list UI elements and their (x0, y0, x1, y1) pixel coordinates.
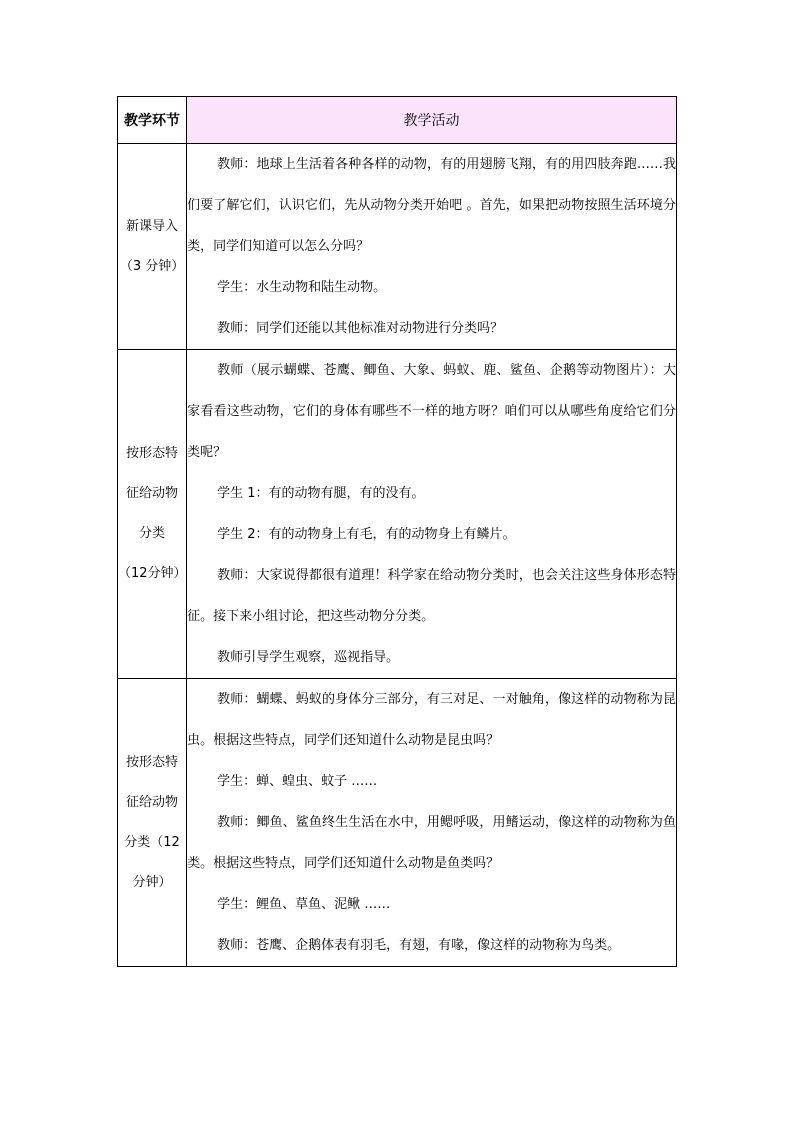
stage-label: 按形态特 (126, 754, 179, 770)
table-header-row (118, 97, 677, 144)
activity-paragraph: 教师引导学生观察，巡视指导。 (217, 650, 400, 665)
stage-label: 按形态特 (126, 446, 179, 461)
stage-label: 征给动物 (126, 794, 179, 810)
stage-duration: （3 分钟） (119, 258, 185, 274)
stage-cell (118, 144, 187, 350)
activity-paragraph: 学生 2：有的动物身上有毛，有的动物身上有鳞片。 (217, 527, 516, 542)
activity-paragraph: 学生：鲤鱼、草鱼、泥鳅 …… (217, 897, 391, 912)
activity-paragraph: 学生 1：有的动物有腿，有的没有。 (217, 486, 425, 501)
table-row (118, 679, 677, 967)
activity-cell (187, 350, 677, 679)
activity-paragraph: 学生：蝉、蝗虫、蚊子 …… (217, 774, 378, 789)
activity-paragraph: 教师：同学们还能以其他标准对动物进行分类吗？ (217, 321, 504, 336)
stage-label: 分类 (139, 526, 166, 541)
header-activity: 教学活动 (187, 97, 677, 144)
stage-cell (118, 350, 187, 679)
stage-label: 征给动物 (126, 486, 179, 501)
activity-cell (187, 679, 677, 967)
stage-duration: （12分钟） (118, 566, 187, 581)
activity-paragraph: 教师：苍鹰、企鹅体表有羽毛，有翅，有喙，像这样的动物称为鸟类。 (217, 938, 621, 953)
activity-cell (187, 144, 677, 350)
header-stage: 教学环节 (118, 97, 187, 144)
activity-paragraph: 教师（展示蝴蝶、苍鹰、鲫鱼、大象、蚂蚁、鹿、鲨鱼、企鹅等动物图片）：大家看看这些动物，它们的身体有哪些不一样的地方呀？咱们可以从哪些角度给它们分类呢？ (187, 363, 676, 460)
table-row (118, 144, 677, 350)
activity-paragraph: 教师：地球上生活着各种各样的动物，有的用翅膀飞翔，有的用四肢奔跑……我们要了解它们，认识它们，先从动物分类开始吧 。首先，如果把动物按照生活环境分类，同学们知道可以怎么分吗？ (187, 157, 676, 254)
stage-cell (118, 679, 187, 967)
activity-paragraph: 教师：蝴蝶、蚂蚁的身体分三部分，有三对足、一对触角，像这样的动物称为昆虫。根据这些特点，同学们还知道什么动物是昆虫吗？ (187, 692, 676, 748)
activity-paragraph: 教师：大家说得都很有道理！科学家在给动物分类时，也会关注这些身体形态特征。接下来小组讨论，把这些动物分分类。 (187, 568, 676, 624)
stage-label: 分类（12 (124, 834, 180, 850)
lesson-plan-table (117, 96, 677, 967)
table-row (118, 350, 677, 679)
stage-label: 新课导入 (126, 218, 179, 234)
stage-duration: 分钟） (132, 874, 172, 890)
activity-paragraph: 学生：水生动物和陆生动物。 (217, 280, 387, 295)
activity-paragraph: 教师：鲫鱼、鲨鱼终生生活在水中，用鳃呼吸，用鳍运动，像这样的动物称为鱼类。根据这些特点，同学们还知道什么动物是鱼类吗？ (187, 815, 676, 871)
